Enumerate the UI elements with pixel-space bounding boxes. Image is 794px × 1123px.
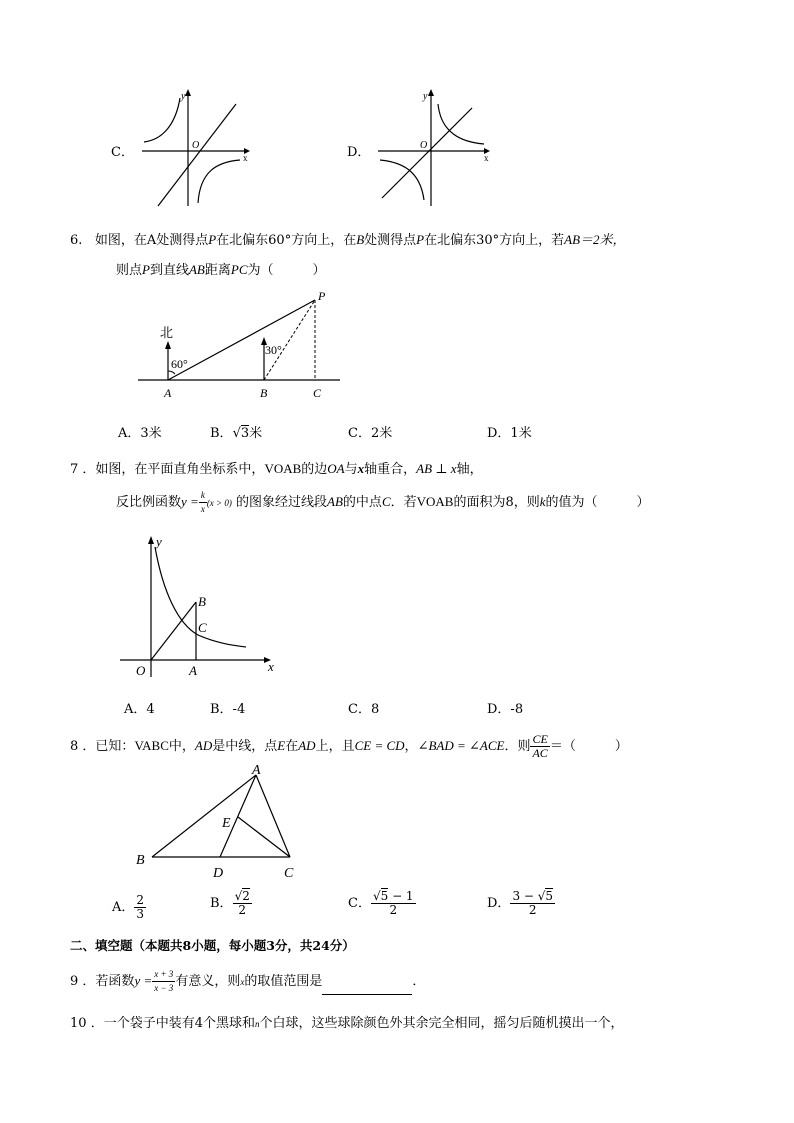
- q7-point-b: B: [198, 594, 206, 609]
- q6-point-a: A: [164, 386, 172, 400]
- q8-point-b: B: [136, 853, 145, 868]
- q7-line2: 反比例函数y = $\frac{k}{x}$ (x > 0) 的图象经过线段AB的中点C．若VOAB的面积为8，则k的值为（ ）: [116, 490, 650, 514]
- q8-point-d: D: [213, 866, 224, 881]
- q7-option-d: D．-8: [487, 702, 524, 717]
- q5c-origin: O: [192, 140, 200, 151]
- q10-number: 10: [70, 1016, 87, 1031]
- q8-point-e: E: [222, 816, 231, 831]
- q5-option-d-graph: [376, 88, 496, 208]
- q5d-origin: O: [420, 140, 428, 151]
- q8-line1: 8 ．已知：VABC中，AD是中线，点E在AD上，且CE = CD，∠BAD = ∠ACE．则 $\frac{CE}{AC}$ ＝（ ）: [70, 732, 628, 760]
- q6-point-b: B: [260, 386, 268, 400]
- q7-number: 7: [70, 462, 79, 477]
- q9-line: 9 ．若函数y = $\frac{x + 3}{x - 3}$ 有意义，则x的取值范围是 ．: [70, 969, 426, 993]
- q6-point-p: P: [318, 289, 326, 303]
- q5c-y-label: y: [181, 91, 186, 102]
- q6-option-a: A．3米: [118, 426, 162, 441]
- q6-number: 6.: [70, 233, 83, 248]
- q5d-y-label: y: [423, 91, 428, 102]
- q8-point-a: A: [252, 763, 261, 778]
- q6-angle30: 30°: [265, 343, 282, 357]
- q10-line: 10 ．一个袋子中装有4个黑球和n个白球，这些球除颜色外其余完全相同，摇匀后随机摸出一个，: [70, 1016, 624, 1031]
- q7-option-b: B．-4: [210, 702, 246, 717]
- q9-number: 9: [70, 974, 79, 989]
- q7-point-a: A: [189, 663, 197, 678]
- q9-answer-blank[interactable]: [322, 982, 412, 995]
- q6-figure: [138, 285, 348, 405]
- q6-option-d: D．1米: [487, 426, 532, 441]
- q7-option-a: A．4: [124, 702, 155, 717]
- q7-line1: 7 ．如图，在平面直角坐标系中，VOAB的边OA与x轴重合，AB ⊥ x轴，: [70, 461, 483, 477]
- section2-heading: 二、填空题（本题共8小题，每小题3分，共24分）: [70, 938, 355, 953]
- q5-option-c-label: C．: [111, 145, 134, 160]
- q5c-x-label: x: [243, 153, 248, 163]
- q8-option-d: D． $\frac{3 - √5}{2}$: [487, 889, 554, 917]
- q6-option-b: B．√3米: [210, 426, 263, 441]
- q7-option-c: C．8: [348, 702, 380, 717]
- q6-line1: 6. 如图，在A处测得点P在北偏东60°方向上，在B处测得点P在北偏东30°方向上，若AB＝2米，: [70, 232, 626, 248]
- q7-point-c: C: [198, 620, 207, 635]
- q8-figure: [132, 765, 307, 883]
- q6-point-c: C: [313, 386, 322, 400]
- q8-option-a: A． $\frac{2}{3}$: [112, 893, 145, 921]
- q7-y-label: y: [156, 534, 162, 549]
- q6-option-c: C．2米: [348, 426, 393, 441]
- q7-origin: O: [136, 663, 146, 678]
- q5-option-c-graph: [140, 88, 250, 208]
- q6-north-label: 北: [160, 325, 174, 340]
- q5d-x-label: x: [484, 153, 489, 163]
- q6-line2: 则点P到直线AB距离PC为（ ）: [116, 262, 326, 278]
- q8-point-c: C: [284, 866, 294, 881]
- q8-number: 8: [70, 739, 79, 754]
- q8-ratio-fraction: $\frac{CE}{AC}$: [532, 732, 548, 760]
- q8-option-b: B． $\frac{√2}{2}$: [210, 889, 250, 917]
- q6-angle60: 60°: [171, 357, 188, 371]
- q7-function-fraction: $\frac{k}{x}$: [200, 490, 205, 514]
- q9-function-fraction: $\frac{x + 3}{x - 3}$: [154, 969, 174, 993]
- q7-x-label: x: [268, 659, 274, 674]
- q5-option-d-label: D．: [347, 145, 371, 160]
- q8-option-c: C． $\frac{√5 - 1}{2}$: [348, 889, 414, 917]
- q7-figure: [118, 532, 283, 682]
